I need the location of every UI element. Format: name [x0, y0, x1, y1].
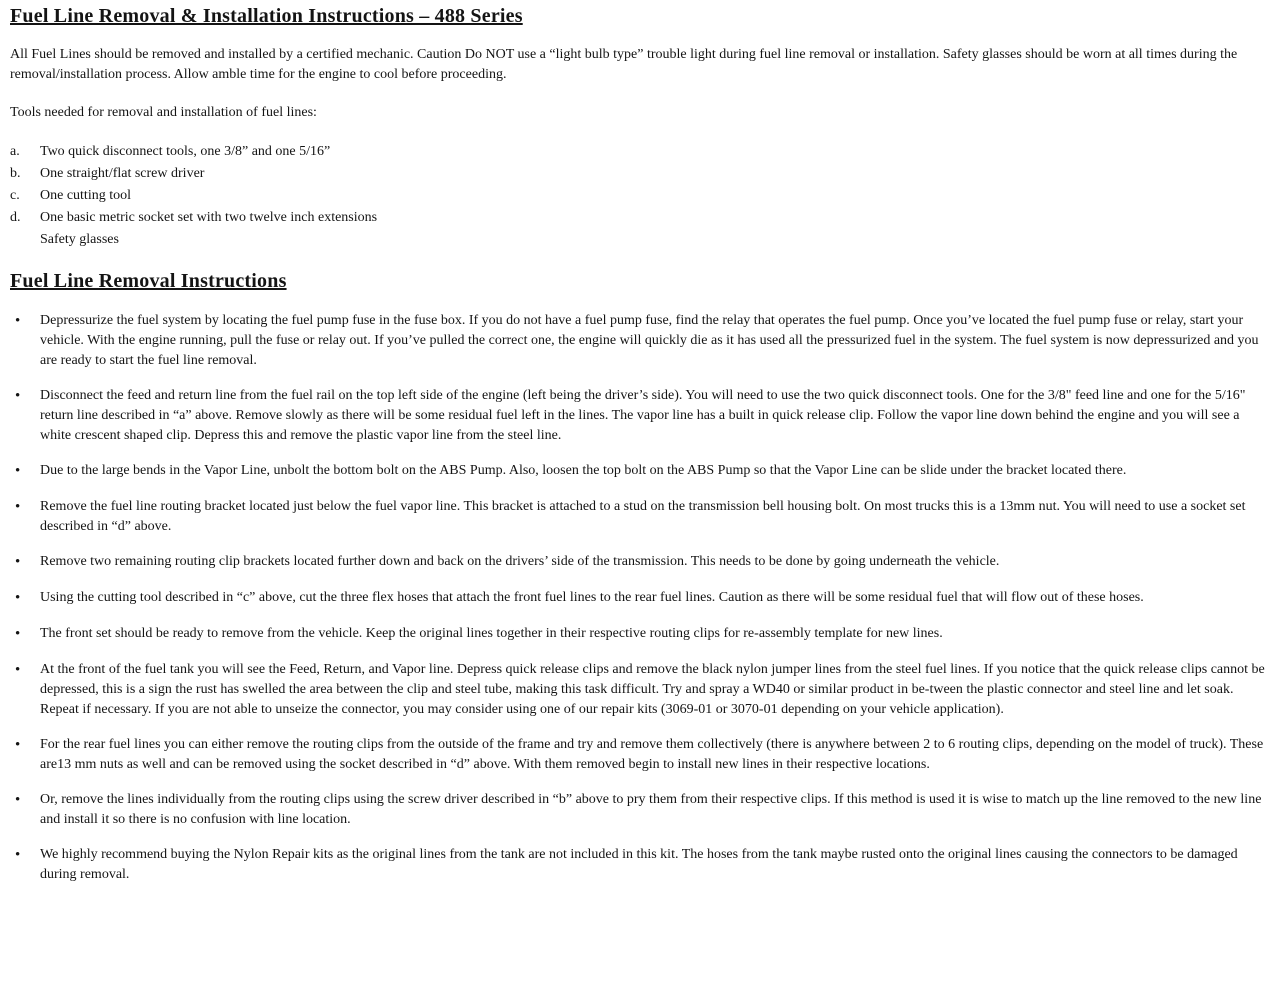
bullet-marker	[10, 660, 40, 720]
instruction-step	[10, 552, 1268, 573]
tool-item-extra	[10, 229, 1268, 251]
instruction-step	[10, 311, 1268, 371]
tool-marker: a.	[10, 144, 20, 159]
step-text: The front set should be ready to remove from the vehicle. Keep the original lines together in their respective routing clips for re-assembly template for new lines.	[40, 626, 943, 641]
step-text: Disconnect the feed and return line from the fuel rail on the top left side of the engine (left being the driver’s side). You will need to use the two quick disconnect tools. One for the 3/8" feed line and one for the 5/16" return line described in “a” above. Remove slowly as there will be some residual fuel left in the lines. The vapor line has a built in quick release clip. Follow the vapor line down behind the engine and you will see a white crescent shaped clip. Depress this and remove the plastic vapor line from the steel line.	[40, 388, 1246, 443]
document-title: Fuel Line Removal & Installation Instructions – 488 Series	[10, 5, 523, 27]
bullet-marker	[10, 624, 40, 645]
tools-list	[10, 141, 1268, 251]
section-heading: Fuel Line Removal Instructions	[10, 270, 287, 292]
step-text: Due to the large bends in the Vapor Line, unbolt the bottom bolt on the ABS Pump. Also, loosen the top bolt on the ABS Pump so that the Vapor Line can be slide under the bracket located there.	[40, 463, 1127, 478]
instruction-step	[10, 497, 1268, 537]
instruction-step	[10, 735, 1268, 775]
bullet-marker	[10, 790, 40, 830]
tool-item-c	[10, 185, 1268, 207]
step-text: Remove the fuel line routing bracket located just below the fuel vapor line. This bracket is attached to a stud on the transmission bell housing bolt. On most trucks this is a 13mm nut. You will need to use a socket set described in “d” above.	[40, 499, 1246, 534]
instruction-step	[10, 386, 1268, 446]
intro-paragraph: All Fuel Lines should be removed and installed by a certified mechanic. Caution Do NOT use a “light bulb type” trouble light during fuel line removal or installation. Safety glasses should be worn at all times during the removal/installation process. Allow amble time for the engine to cool before proceeding.	[10, 47, 1238, 82]
bullet-marker	[10, 845, 40, 885]
step-text: Depressurize the fuel system by locating the fuel pump fuse in the fuse box. If you do not have a fuel pump fuse, find the relay that operates the fuel pump. Once you’ve located the fuel pump fuse or relay, start your vehicle. With the engine running, pull the fuse or relay out. If you’ve pulled the correct one, the engine will quickly die as it has used all the pressurized fuel in the system. The fuel system is now depressurized and you are ready to start the fuel line removal.	[40, 313, 1259, 368]
tool-marker: b.	[10, 166, 21, 181]
bullet-marker	[10, 735, 40, 775]
bullet-marker	[10, 588, 40, 609]
removal-steps-list	[10, 311, 1268, 885]
tool-text: One straight/flat screw driver	[40, 166, 205, 181]
instruction-step	[10, 461, 1268, 482]
instruction-step	[10, 624, 1268, 645]
instruction-step	[10, 845, 1268, 885]
bullet-marker	[10, 386, 40, 446]
tools-intro-line: Tools needed for removal and installation of fuel lines:	[10, 105, 317, 120]
instruction-step	[10, 588, 1268, 609]
instruction-step	[10, 660, 1268, 720]
bullet-marker	[10, 497, 40, 537]
step-text: Using the cutting tool described in “c” above, cut the three flex hoses that attach the front fuel lines to the rear fuel lines. Caution as there will be some residual fuel that will flow out of these hoses.	[40, 590, 1144, 605]
tool-text: Safety glasses	[40, 232, 119, 247]
instruction-step	[10, 790, 1268, 830]
step-text: At the front of the fuel tank you will see the Feed, Return, and Vapor line. Depress quick release clips and remove the black nylon jumper lines from the steel fuel lines. If you notice that the quick release clips cannot be depressed, this is a sign the rust has swelled the area between the clip and steel tube, making this task difficult. Try and spray a WD40 or similar product in be-tween the plastic connector and steel line and let soak. Repeat if necessary. If you are not able to unseize the connector, you may consider using one of our repair kits (3069-01 or 3070-01 depending on your vehicle application).	[40, 662, 1265, 717]
tool-text: One cutting tool	[40, 188, 131, 203]
step-text: Remove two remaining routing clip brackets located further down and back on the drivers’ side of the transmission. This needs to be done by going underneath the vehicle.	[40, 554, 1000, 569]
step-text: We highly recommend buying the Nylon Repair kits as the original lines from the tank are not included in this kit. The hoses from the tank maybe rusted onto the original lines causing the connectors to be damaged during removal.	[40, 847, 1238, 882]
step-text: For the rear fuel lines you can either remove the routing clips from the outside of the frame and try and remove them collectively (there is anywhere between 2 to 6 routing clips, depending on the model of truck). These are13 mm nuts as well and can be removed using the socket described in “d” above. With them removed begin to install new lines in their respective locations.	[40, 737, 1264, 772]
tool-marker: d.	[10, 210, 21, 225]
tool-item-d	[10, 207, 1268, 229]
bullet-marker	[10, 552, 40, 573]
tool-marker: c.	[10, 188, 20, 203]
tool-text: One basic metric socket set with two twelve inch extensions	[40, 210, 378, 225]
bullet-marker	[10, 461, 40, 482]
tool-marker-empty	[10, 229, 40, 251]
bullet-marker	[10, 311, 40, 371]
tool-text: Two quick disconnect tools, one 3/8” and one 5/16”	[40, 144, 331, 159]
step-text: Or, remove the lines individually from the routing clips using the screw driver described in “b” above to pry them from their respective clips. If this method is used it is wise to match up the line removed to the new line and install it so there is no confusion with line location.	[40, 792, 1262, 827]
tool-item-a	[10, 141, 1268, 163]
tool-item-b	[10, 163, 1268, 185]
